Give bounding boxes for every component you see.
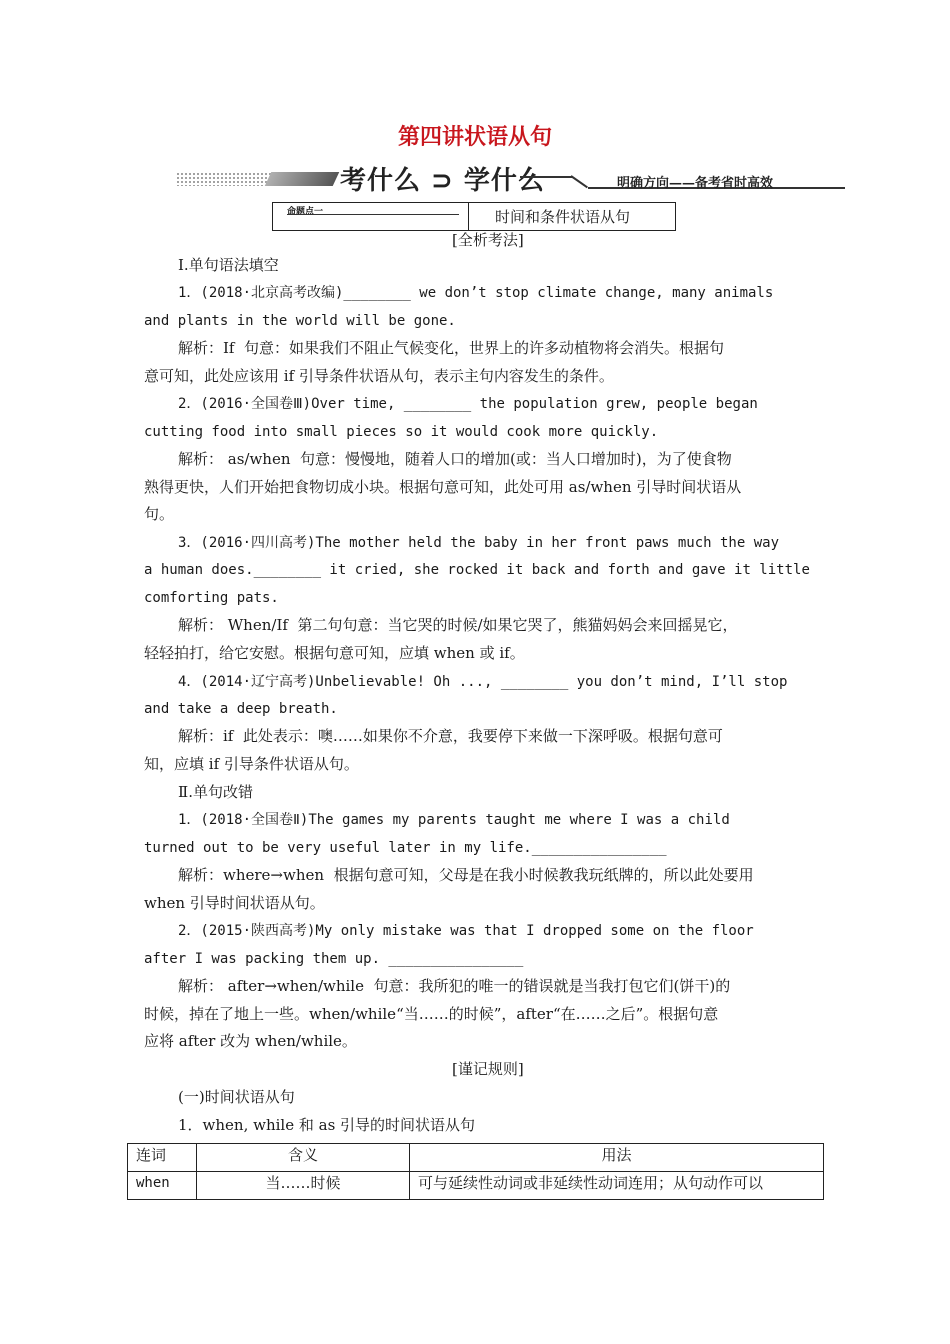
part2-heading: Ⅱ.单句改错 bbox=[178, 783, 253, 801]
section-rules-heading: [谨记规则] bbox=[452, 1060, 524, 1078]
table-cell: 当……时候 bbox=[197, 1172, 410, 1200]
e1-line1: 1．(2018·全国卷Ⅱ)The games my parents taught me where I was a child bbox=[178, 812, 730, 828]
e1-answer-line2: when 引导时间状语从句。 bbox=[144, 894, 325, 912]
e2-answer-line3: 应将 after 改为 when/while。 bbox=[144, 1032, 357, 1050]
sub1-item1: 1．when, while 和 as 引导的时间状语从句 bbox=[178, 1116, 476, 1134]
q2-answer-line2: 熟得更快，人们开始把食物切成小块。根据句意可知，此处可用 as/when 引导时间状语从 bbox=[144, 478, 742, 496]
table-header-cell: 连词 bbox=[128, 1144, 197, 1172]
table-header-cell: 含义 bbox=[197, 1144, 410, 1172]
banner-rule-slash bbox=[570, 175, 588, 188]
q3-answer-line1: 解析： When/If 第二句句意：当它哭的时候/如果它哭了，熊猫妈妈会来回摇晃它， bbox=[178, 616, 738, 634]
table-row bbox=[128, 1172, 824, 1200]
banner-main-text: 考什么 ⊃ 学什么 bbox=[340, 166, 545, 196]
table-cell: 可与延续性动词或非延续性动词连用；从句动作可以 bbox=[410, 1172, 824, 1200]
q4-line2: and take a deep breath. bbox=[144, 701, 338, 717]
q4-line1: 4．(2014·辽宁高考)Unbelievable! Oh ..., ________ you don’t mind, I’ll stop bbox=[178, 674, 788, 690]
e1-line2: turned out to be very useful later in my life.________________ bbox=[144, 840, 667, 856]
q3-line2: a human does.________ it cried, she rocked it back and forth and gave it little bbox=[144, 562, 810, 578]
q1-line1: 1．(2018·北京高考改编)________ we don’t stop climate change, many animals bbox=[178, 285, 774, 301]
q3-line3: comforting pats. bbox=[144, 590, 279, 606]
q4-answer-line2: 知，应填 if 引导条件状语从句。 bbox=[144, 755, 359, 773]
q2-answer-line3: 句。 bbox=[144, 505, 175, 523]
table-cell: when bbox=[128, 1172, 197, 1200]
page-title: 第四讲状语从句 bbox=[397, 125, 552, 150]
banner-bar-decoration bbox=[265, 172, 340, 186]
topic-divider bbox=[468, 203, 469, 230]
e2-answer-line1: 解析： after→when/while 句意：我所犯的唯一的错误就是当我打包它们(饼干)的 bbox=[178, 977, 731, 995]
q4-answer-line1: 解析：if 此处表示：噢……如果你不介意，我要停下来做一下深呼吸。根据句意可 bbox=[178, 727, 723, 745]
q3-answer-line2: 轻轻拍打，给它安慰。根据句意可知，应填 when 或 if。 bbox=[144, 644, 525, 662]
q1-answer-line1: 解析：If 句意：如果我们不阻止气候变化，世界上的许多动植物将会消失。根据句 bbox=[178, 339, 725, 357]
e2-answer-line2: 时候，掉在了地上一些。when/while“当……的时候”，after“在……之后”。根据句意 bbox=[144, 1005, 719, 1023]
table-header-cell: 用法 bbox=[410, 1144, 824, 1172]
section-analysis-heading: [全析考法] bbox=[452, 231, 524, 249]
e2-line2: after I was packing them up. ________________ bbox=[144, 951, 524, 967]
q2-line2: cutting food into small pieces so it would cook more quickly. bbox=[144, 424, 659, 440]
table-header-row bbox=[128, 1144, 824, 1172]
banner-subtitle: 明确方向——备考省时高效 bbox=[617, 176, 774, 191]
banner-dots-decoration bbox=[176, 172, 272, 186]
topic-box bbox=[272, 202, 676, 231]
e2-line1: 2．(2015·陕西高考)My only mistake was that I dropped some on the floor bbox=[178, 923, 754, 939]
topic-tag-underline bbox=[287, 214, 459, 215]
sub1-heading: (一)时间状语从句 bbox=[178, 1088, 295, 1106]
banner-rule bbox=[520, 176, 572, 178]
q3-line1: 3．(2016·四川高考)The mother held the baby in her front paws much the way bbox=[178, 535, 780, 551]
q2-line1: 2．(2016·全国卷Ⅲ)Over time, ________ the population grew, people began bbox=[178, 396, 758, 412]
part1-heading: Ⅰ.单句语法填空 bbox=[178, 256, 279, 274]
e1-answer-line1: 解析：where→when 根据句意可知，父母是在我小时候教我玩纸牌的，所以此处要用 bbox=[178, 866, 754, 884]
q2-answer-line1: 解析： as/when 句意：慢慢地，随着人口的增加(或：当人口增加时)，为了使食物 bbox=[178, 450, 732, 468]
topic-name: 时间和条件状语从句 bbox=[495, 208, 631, 226]
q1-answer-line2: 意可知，此处应该用 if 引导条件状语从句，表示主句内容发生的条件。 bbox=[144, 367, 614, 385]
topic-tag: 命题点一 bbox=[287, 207, 324, 217]
q1-line2: and plants in the world will be gone. bbox=[144, 313, 456, 329]
rules-table bbox=[127, 1143, 824, 1200]
